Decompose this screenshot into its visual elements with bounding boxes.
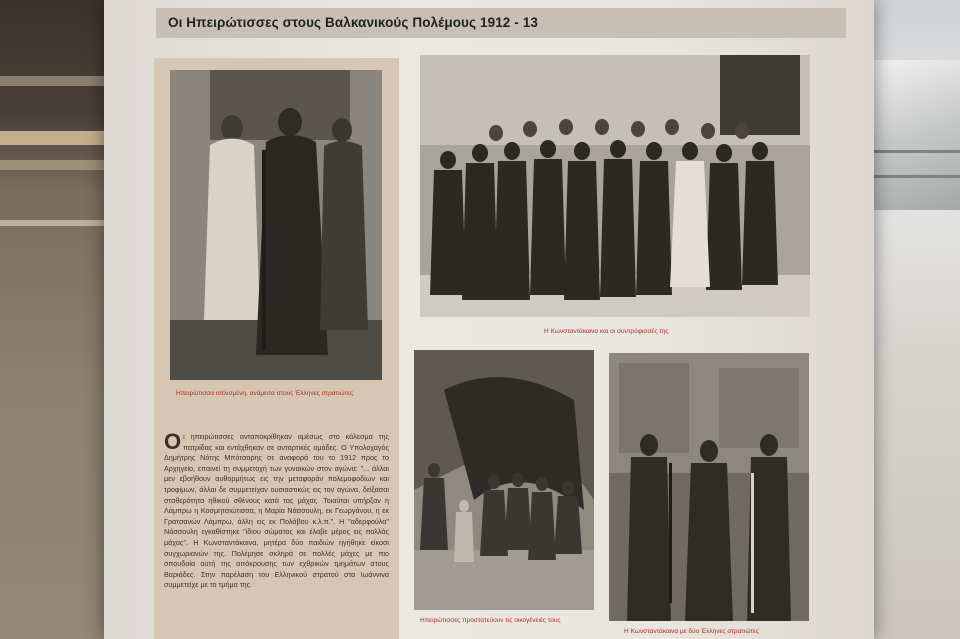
caption-photo1: Ηπειρώτισσα οπλισμένη, ανάμεσα στους Έλληνες στρατιώτες — [176, 390, 354, 397]
panel-title: Οι Ηπειρώτισσες στους Βαλκανικούς Πολέμους 1912 - 13 — [168, 15, 538, 30]
caption-photo2: Η Κωνσταντάκαινα και οι συντρόφισσές της — [544, 328, 669, 335]
ceiling-rail — [860, 150, 960, 153]
photo-women-at-cave — [414, 350, 594, 610]
ceiling-rail — [860, 175, 960, 178]
photo-group-of-women — [420, 55, 810, 317]
caption-photo3: Ηπειρώτισσες προστατεύουν τις οικογένειές τους — [420, 617, 561, 624]
caption-photo4: Η Κωνσταντάκαινα με δύο Έλληνες στρατιώτες — [624, 628, 759, 635]
exhibit-body-text: Οι ηπειρώτισσες ανταποκρίθηκαν αμέσως στο κάλεσμα της πατρίδας και εντάχθηκαν σε ανταρτικές ομάδες. Ο Υπολοχαγός Δημήτρης Νότης Μπότσαρης σε αναφορά του το 1912 προς το Αρχηγείο, επαινεί τη συμμετοχή των γυναικών στον αγώνα: "... άλλαι μεν εβοήθουν αυθορμήτως εις την μεταφοράν πολεμοφοδίων και τροφίμων, άλλαι δε συμμετείχαν ουσιαστικώς εις τον αγώνα, δείξασαι σταθερότητα ηθικού σθένους κατά τας μάχας. Τοιαύται υπήρξαν η Λάμπρω η Κοσμητσιώτισσα, η Μαρία Νάσσουλη, εκ Γεωργάνου, η εκ Γρατσανών Λάμπρω, άλλη εις εκ Πολάβου κ.λ.π.". Η "αδερφούλα" Νάσσουλη εγκαθίστηκε "ίδιου σώματος και έλαβε μέρος εις πολλάς μάχας". Η Κωνσταντάκαινα, μητέρα δύο παιδιών ηγήθηκε είκοσι συγχωριανών της. Πολέμησε σκληρά σε πολλές μάχες με πιο σπουδαία αυτή της απόκρουσης των εχθρικών τμημάτων στους Βαριάδες. Στην παρέλαση του Ελληνικού στρατού στα Ιωάννινα συμμετείχε με το τμήμα της. — [164, 429, 389, 590]
photo-woman-with-soldiers — [609, 353, 809, 621]
ceiling-duct — [866, 60, 960, 210]
panel-title-bar — [156, 8, 846, 38]
exhibit-panel — [104, 0, 874, 639]
photo-armed-woman — [170, 70, 382, 380]
gallery-wall-right — [860, 0, 960, 639]
